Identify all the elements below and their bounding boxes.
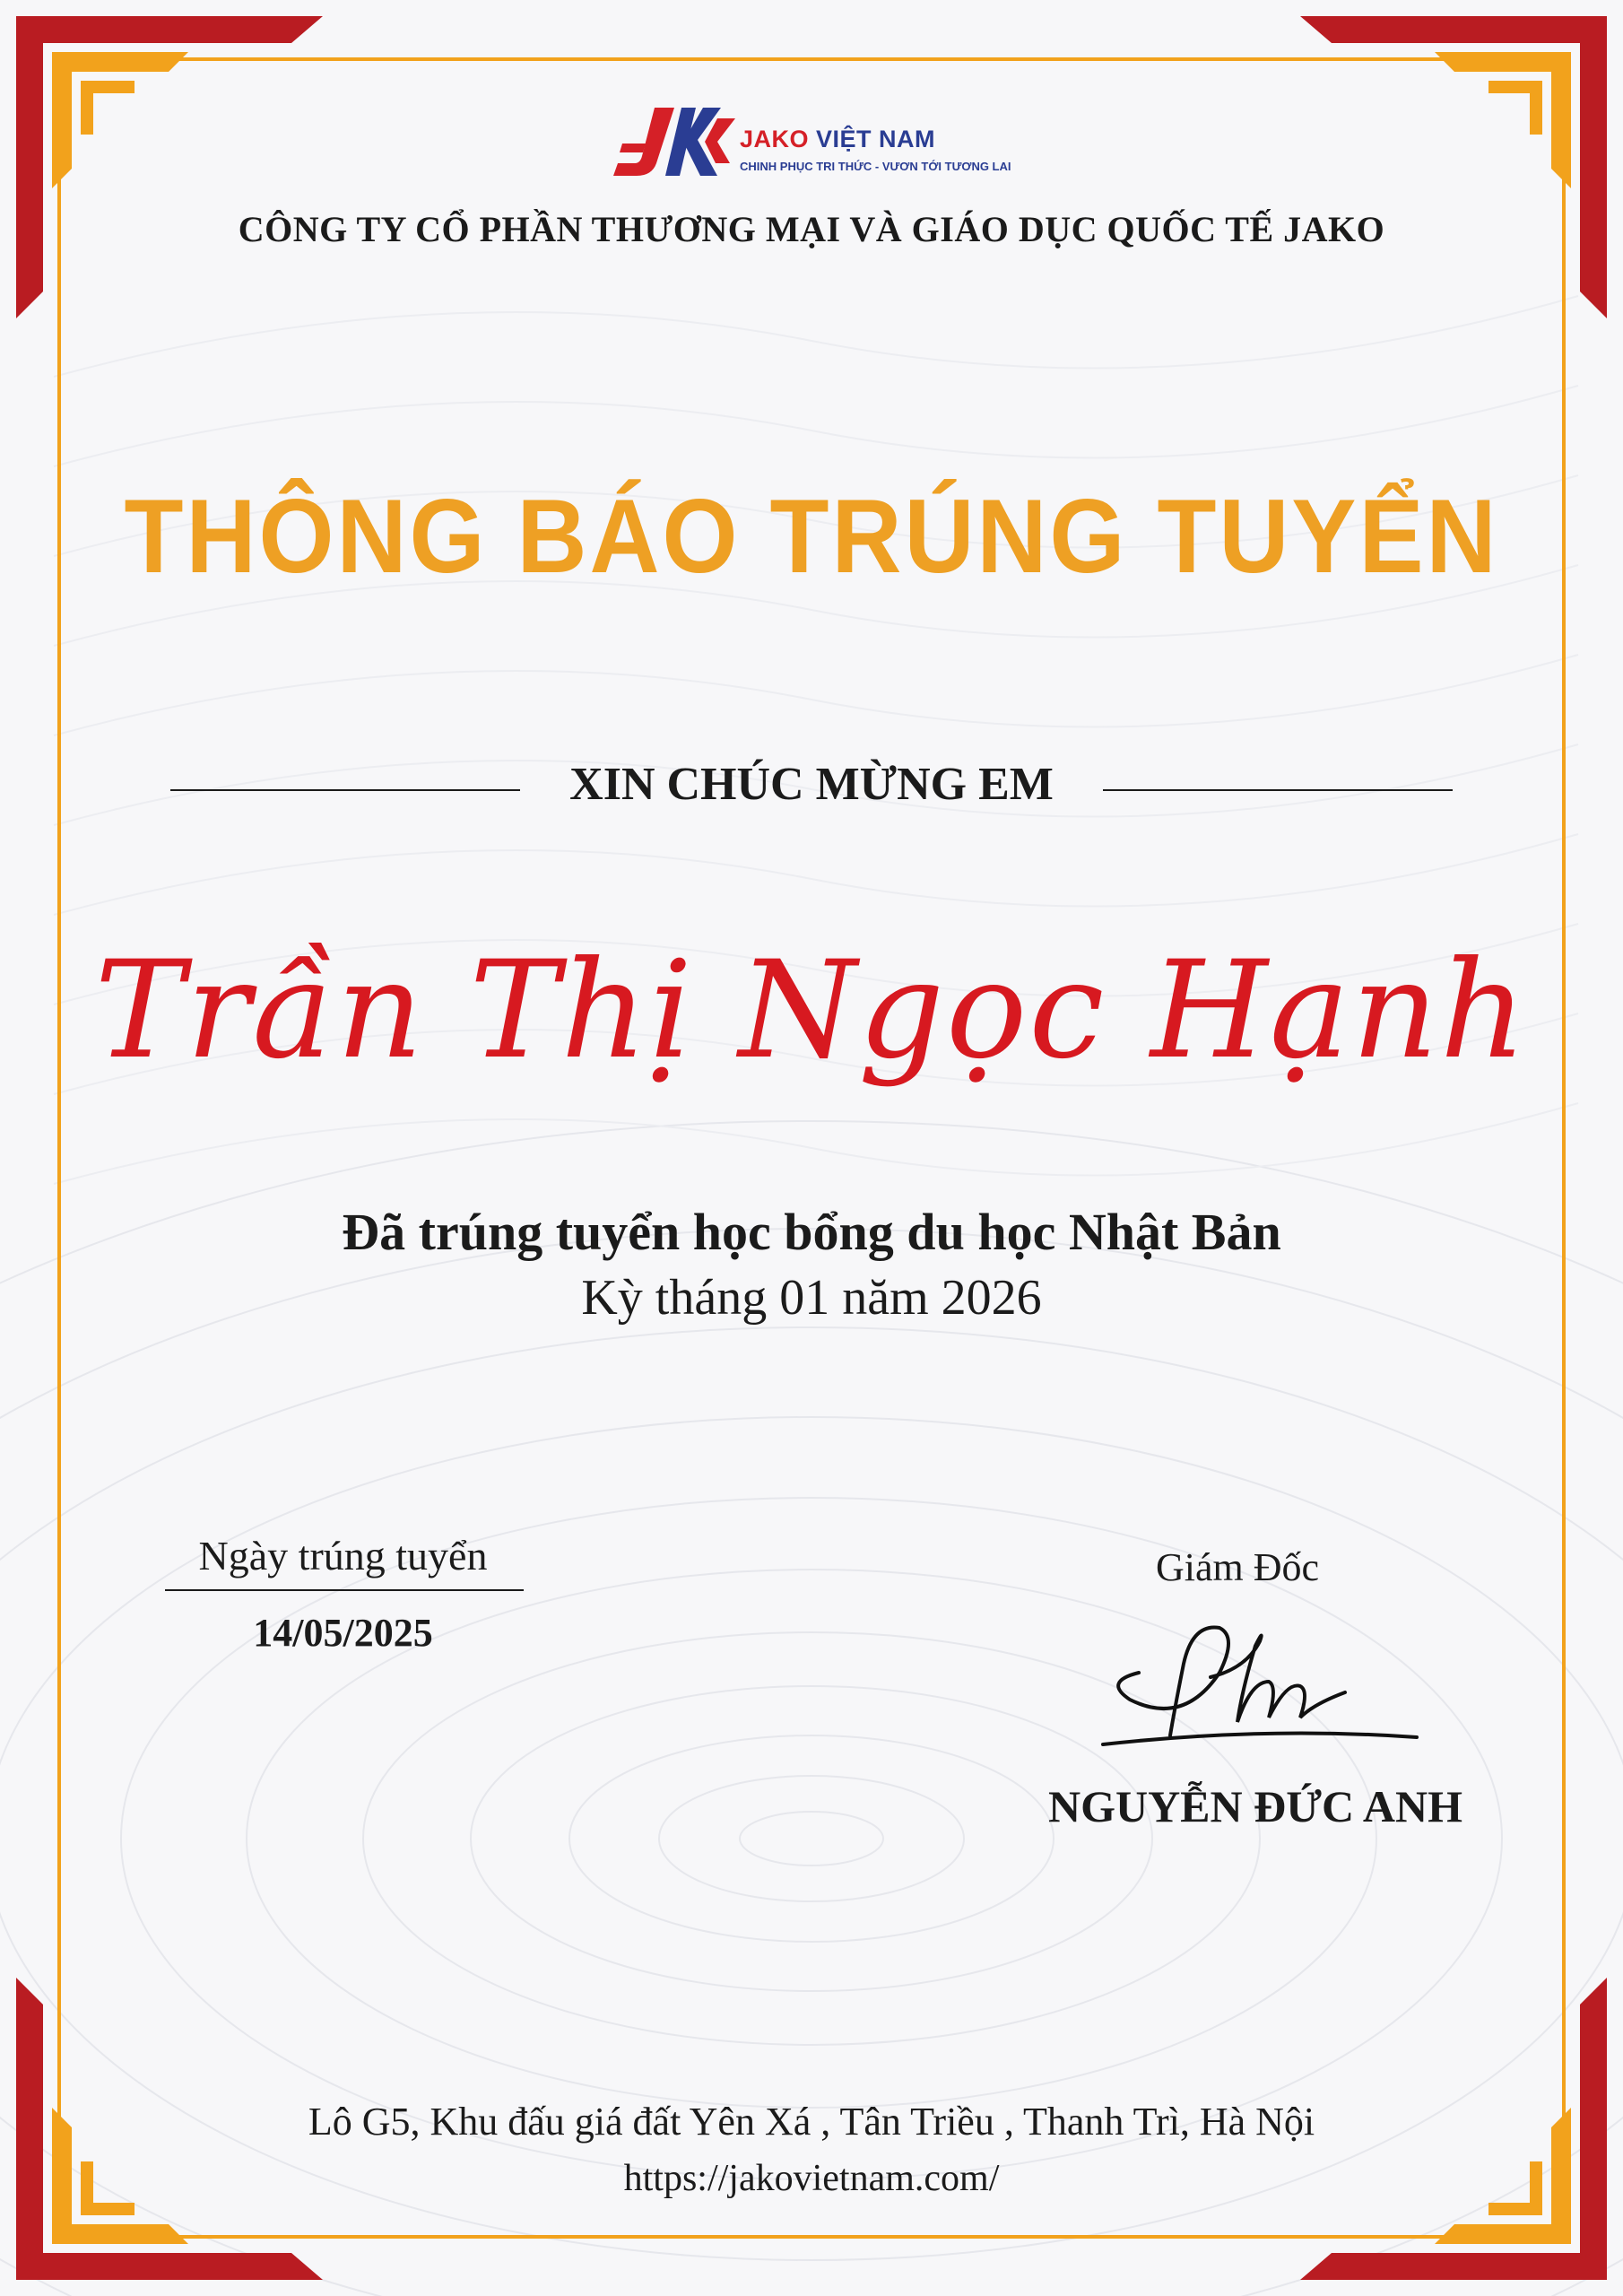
signatory-role: Giám Đốc bbox=[1155, 1545, 1320, 1589]
director-signature bbox=[1085, 1610, 1435, 1762]
company-website: https://jakovietnam.com/ bbox=[623, 2158, 1000, 2199]
brand-tagline: CHINH PHỤC TRI THỨC - VƯƠN TỚI TƯƠNG LAI bbox=[740, 160, 1011, 173]
recipient-name: Trần Thị Ngọc Hạnh bbox=[94, 933, 1529, 1089]
intake-text: Kỳ tháng 01 năm 2026 bbox=[581, 1270, 1042, 1326]
jako-logo-mark bbox=[610, 100, 744, 186]
congratulations-text: XIN CHÚC MỪNG EM bbox=[569, 759, 1054, 810]
signatory-name: NGUYỄN ĐỨC ANH bbox=[1047, 1781, 1463, 1831]
company-address: Lô G5, Khu đấu giá đất Yên Xá , Tân Triều , Thanh Trì, Hà Nội bbox=[308, 2100, 1315, 2144]
acceptance-date-rule bbox=[165, 1589, 524, 1591]
acceptance-date-label: Ngày trúng tuyển bbox=[198, 1533, 488, 1578]
company-name: CÔNG TY CỔ PHẦN THƯƠNG MẠI VÀ GIÁO DỤC QUỐC TẾ JAKO bbox=[238, 209, 1385, 249]
acceptance-date-value: 14/05/2025 bbox=[253, 1611, 433, 1655]
divider-right bbox=[1103, 789, 1453, 791]
notice-title: THÔNG BÁO TRÚNG TUYỂN bbox=[124, 477, 1499, 595]
brand-name: JAKO VIỆT NAM bbox=[740, 126, 936, 152]
congratulations-row bbox=[170, 758, 1453, 821]
achievement-text: Đã trúng tuyển học bổng du học Nhật Bản bbox=[342, 1203, 1281, 1261]
jako-logo bbox=[610, 100, 1031, 190]
